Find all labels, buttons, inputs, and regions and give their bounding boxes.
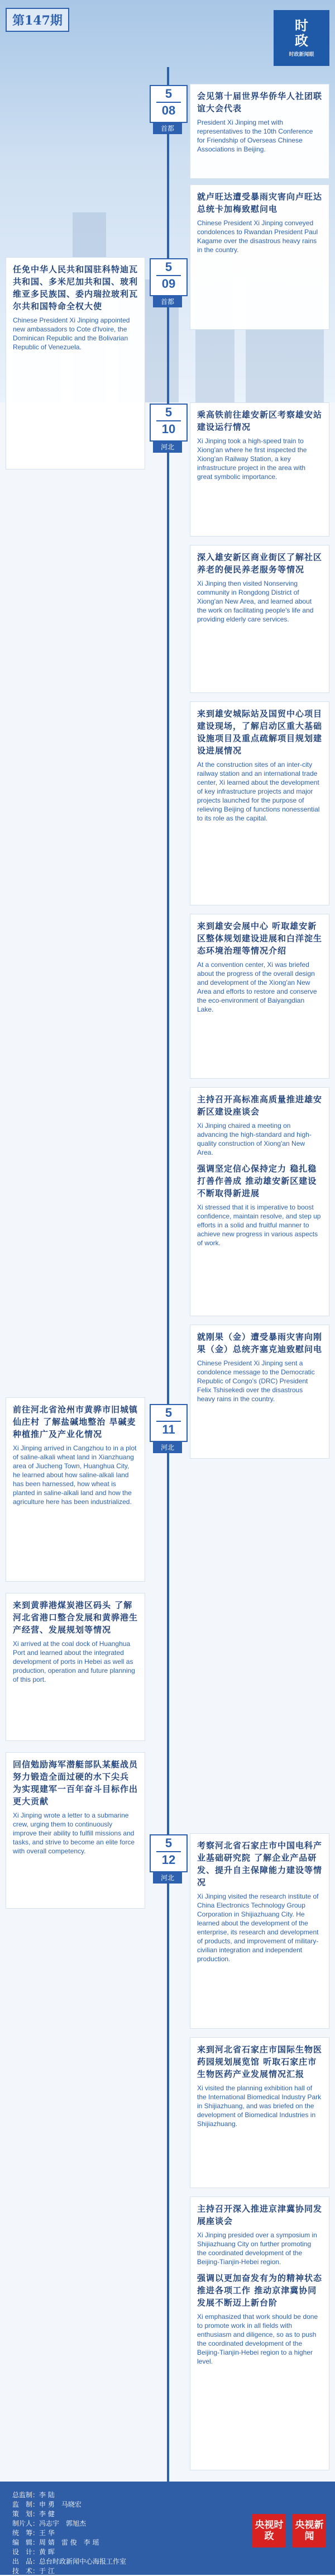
credit-line: 制片人：冯志宇 郭旭杰 xyxy=(12,2520,87,2527)
credits-footer xyxy=(0,2482,335,2575)
date-month: 5 xyxy=(165,1406,173,1420)
event-card xyxy=(190,2197,329,2470)
location-tag: 河北 xyxy=(153,1872,182,1884)
event-text-en: Xi Jinping presided over a symposium in Shijiazhuang City on further promoting the coordinated development of the Beijing-Tianjin-Hebei region. xyxy=(197,2231,317,2266)
event-title-zh: 会见第十届世界华侨华人社团联谊大会代表 xyxy=(197,91,323,113)
credit-line: 监 制：申 勇 马晓宏 xyxy=(12,2501,82,2508)
event-card xyxy=(190,1087,329,1316)
event-card xyxy=(6,1593,145,1741)
event-text-en: Xi arrived at the coal dock of Huanghua Port and learned about the integrated development of ports in Hebei as well as production, operation and future planning of this port. xyxy=(13,1640,135,1683)
location-tag: 河北 xyxy=(153,442,182,453)
event-text-en: Xi Jinping visited the research institute of China Electronics Technology Group Corporation in Shijiazhuang City. He learned about the development of the enterprise, its research and development of products, and improvement of military-civilian integration and independent production. xyxy=(197,1892,319,1963)
event-title-zh: 任免中华人民共和国驻科特迪瓦共和国、多米尼加共和国、玻利维亚多民族国、委内瑞拉玻利瓦尔共和国特命全权大使 xyxy=(13,264,138,311)
event-title-zh: 主持召开深入推进京津冀协同发展座谈会 xyxy=(197,2204,323,2226)
date-month: 5 xyxy=(165,1836,173,1850)
event-title-zh: 主持召开高标准高质量推进雄安新区建设座谈会 xyxy=(197,1094,323,1117)
logo-caption: 时政新闻眼 xyxy=(289,51,314,58)
event-title-zh: 考察河北省石家庄市中国电科产业基础研究院 了解企业产品研发、提升自主保障能力建设等情况 xyxy=(197,1840,323,1887)
date-month: 5 xyxy=(165,260,173,274)
event-text-en: Chinese President Xi Jinping sent a condolence message to the Democratic Republic of Congo's (DRC) President Felix Tshisekedi over the disastrous heavy rains in the country. xyxy=(197,1359,315,1403)
event-subtitle-zh: 强调坚定信心保持定力 稳扎稳打善作善成 推动雄安新区建设不断取得新进展 xyxy=(197,1164,317,1198)
credit-line: 设 计：黄 晖 xyxy=(12,2548,55,2556)
event-title-zh: 来到雄安城际站及国贸中心项目建设现场，了解启动区重大基础设施项目及重点疏解项目规划建设进展情况 xyxy=(197,709,323,756)
event-title-zh: 来到黄骅港煤炭港区码头 了解河北省港口整合发展和黄骅港生产经营、发展规划等情况 xyxy=(13,1600,138,1635)
credit-line: 编 辑：周 婧 雷 俊 李 瑶 xyxy=(12,2539,99,2546)
date-marker xyxy=(150,258,188,296)
event-card xyxy=(190,1325,329,1459)
event-title-zh: 就卢旺达遭受暴雨灾害向卢旺达总统卡加梅致慰问电 xyxy=(197,192,323,214)
date-marker xyxy=(150,85,188,123)
event-text-en: Xi Jinping arrived in Cangzhou to in a plot of saline-alkali wheat land in Xianzhuang area of Jiucheng Town, Huanghua City, he learned about how saline-alkali land has been harnessed, how wheat is planted in saline-alkali land and how the agriculture here has been industrialized. xyxy=(13,1444,137,1506)
event-title-zh: 来到雄安会展中心 听取雄安新区整体规划建设进展和白洋淀生态环境治理等情况介绍 xyxy=(197,921,323,956)
date-day: 11 xyxy=(156,1421,181,1438)
event-card xyxy=(190,84,329,179)
date-day: 10 xyxy=(156,420,181,437)
event-card xyxy=(190,1833,329,2029)
event-text-en: Xi Jinping then visited Nonserving community in Rongdong District of Xiong'an New Area, and learned about the work on facilitating people's life and providing elderly care services. xyxy=(197,580,314,623)
date-month: 5 xyxy=(165,405,173,419)
event-card xyxy=(190,2037,329,2188)
logo-line-1: 时 xyxy=(295,17,308,34)
credits-list xyxy=(12,2490,126,2576)
event-subtitle-zh: 强调以更加奋发有为的精神状态推进各项工作 推动京津冀协同发展不断迈上新台阶 xyxy=(197,2273,323,2308)
event-subtext-en: Xi stressed that it is imperative to boost confidence, maintain resolve, and step up efforts in a solid and fruitful manner to achieve new progress in various aspects of work. xyxy=(197,1203,321,1247)
event-text-en: At a convention center, Xi was briefed about the progress of the overall design and development of the Xiong'an New Area and efforts to restore and conserve the eco-environment of Baiyangdian Lake. xyxy=(197,961,317,1013)
date-month: 5 xyxy=(165,87,173,101)
date-day: 12 xyxy=(156,1851,181,1868)
program-logo xyxy=(274,10,329,66)
date-marker xyxy=(150,1404,188,1442)
event-text-en: Xi Jinping chaired a meeting on advancing the high-standard and high-quality construction of Xiong'an New Area. xyxy=(197,1122,312,1156)
event-text-en: Xi visited the planning exhibition hall of the International Biomedical Industry Park in Shijiazhuang, and was briefed on the development of Biomedical Industries in Shijiazhuang. xyxy=(197,2084,322,2128)
event-card xyxy=(6,257,145,469)
event-text-en: Xi Jinping wrote a letter to a submarine crew, urging them to continuously improve their ability to fulfill missions and tasks, and strive to become an elite force with overall competency. xyxy=(13,1811,135,1855)
event-title-zh: 乘高铁前往雄安新区考察雄安站建设运行情况 xyxy=(197,410,323,432)
event-text-en: President Xi Jinping met with representatives to the 10th Conference for Friendship of Overseas Chinese Associations in Beijing. xyxy=(197,118,313,153)
credit-line: 技 术：于 江 xyxy=(12,2567,55,2575)
event-card xyxy=(6,1397,145,1582)
date-day: 08 xyxy=(156,102,181,118)
event-card xyxy=(190,701,329,905)
cctv-news-badge: 央视新闻 xyxy=(293,2514,326,2547)
event-text-en: Chinese President Xi Jinping appointed new ambassadors to Cote d'Ivoire, the Dominican Republic and the Bolivarian Republic of Venezuela. xyxy=(13,316,130,351)
event-subtext-en: Xi emphasized that work should be done to promote work in all fields with enthusiasm and diligence, so as to push the coordinated development of the Beijing-Tianjin-Hebei region to a higher level. xyxy=(197,2313,318,2365)
issue-number: 第147期 xyxy=(6,8,69,32)
location-tag: 河北 xyxy=(153,1442,182,1453)
event-text-en: Xi Jinping took a high-speed train to Xiong'an where he first inspected the Xiong'an Railway Station, a key infrastructure project in the area with great symbolic importance. xyxy=(197,437,307,481)
event-title-zh: 前往河北省沧州市黄骅市旧城镇仙庄村 了解盐碱地整治 旱碱麦种植推广及产业化情况 xyxy=(13,1405,138,1439)
credit-line: 统 筹：王 华 xyxy=(12,2529,55,2537)
event-title-zh: 来到河北省石家庄市国际生物医药园规划展览馆 听取石家庄市生物医药产业发展情况汇报 xyxy=(197,2044,323,2079)
event-card xyxy=(6,1752,145,1909)
credit-line: 出 品：总台时政新闻中心海报工作室 xyxy=(12,2558,127,2565)
event-card xyxy=(190,402,329,537)
cctv-politics-badge: 央视时政 xyxy=(252,2514,286,2547)
event-card xyxy=(190,914,329,1079)
date-day: 09 xyxy=(156,275,181,292)
location-tag: 首都 xyxy=(153,296,182,307)
event-card xyxy=(190,545,329,693)
event-title-zh: 就刚果（金）遭受暴雨灾害向刚果（金）总统齐塞克迪致慰问电 xyxy=(197,1332,323,1354)
event-card xyxy=(190,184,329,330)
logo-line-2: 政 xyxy=(295,32,308,49)
credit-line: 策 划：李 健 xyxy=(12,2510,55,2518)
event-text-en: Chinese President Xi Jinping conveyed condolences to Rwandan President Paul Kagame over the disastrous heavy rains in the country. xyxy=(197,219,318,254)
date-marker xyxy=(150,404,188,442)
date-marker xyxy=(150,1834,188,1872)
event-text-en: At the construction sites of an inter-city railway station and an international trade center, Xi learned about the development of key infrastructure projects and major projects launched for the purpose of relieving Beijing of functions nonessential to its role as the capital. xyxy=(197,761,320,822)
event-title-zh: 深入雄安新区商业街区了解社区养老的便民养老服务等情况 xyxy=(197,552,323,575)
event-title-zh: 回信勉励海军潜艇部队某艇战员 努力锻造全面过硬的水下尖兵 为实现建军一百年奋斗目标作出更大贡献 xyxy=(13,1759,138,1806)
credit-line: 总监制：李 陆 xyxy=(12,2491,55,2499)
location-tag: 首都 xyxy=(153,123,182,134)
